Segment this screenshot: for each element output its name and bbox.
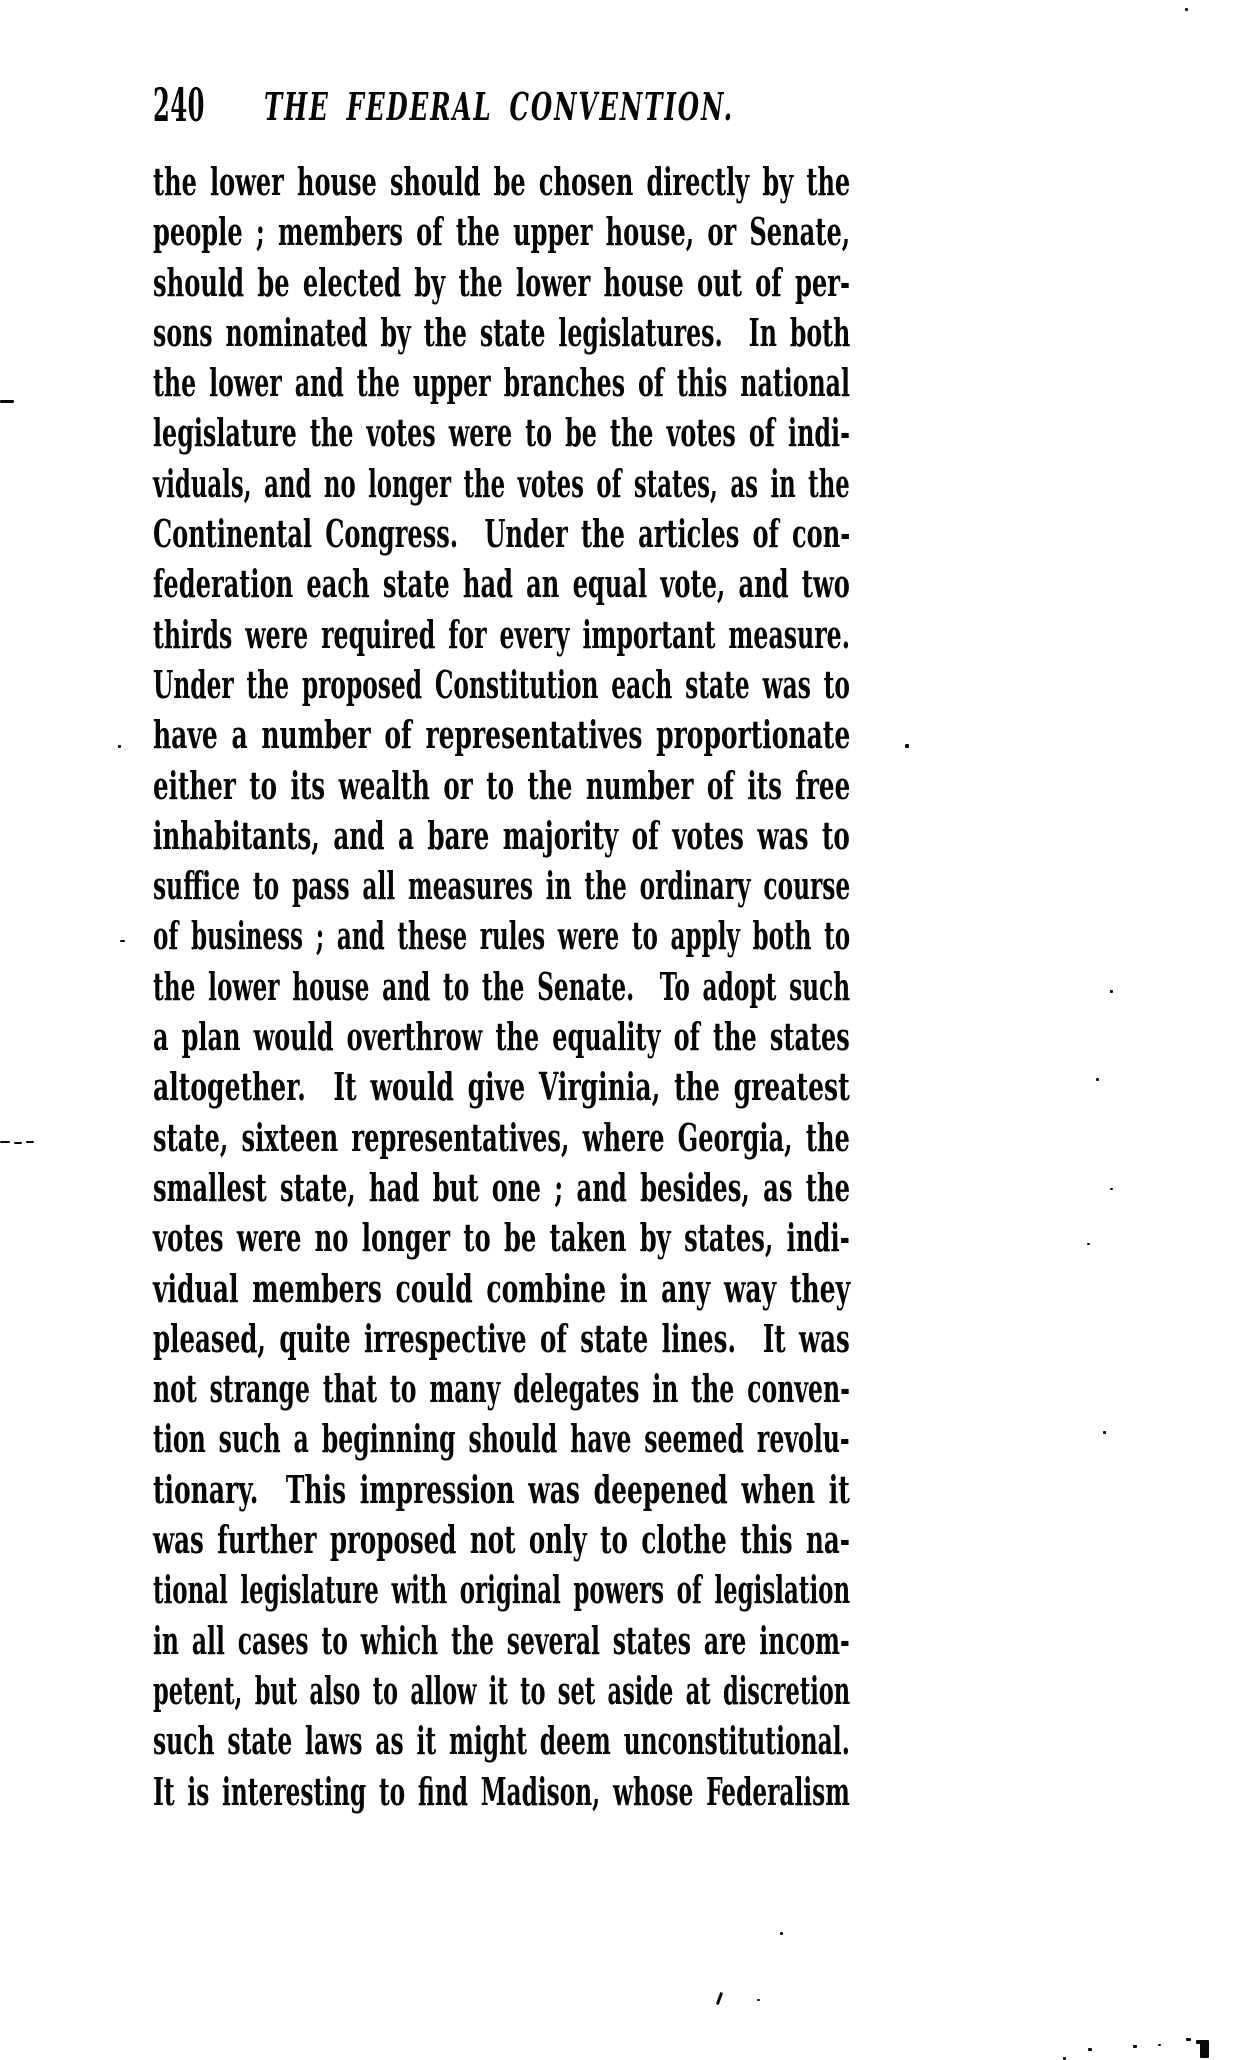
page-number: 240 [153, 78, 206, 132]
body-line [153, 1515, 850, 1565]
scan-speck [1110, 990, 1113, 993]
body-line [153, 1666, 850, 1716]
page-title: THE FEDERAL CONVENTION. [264, 84, 735, 129]
body-line-text: was further proposed not only to clothe this na- [153, 1517, 850, 1563]
body-line [153, 911, 850, 961]
body-line [153, 1767, 850, 1817]
body-line [153, 1565, 850, 1615]
body-line [153, 1716, 850, 1766]
body-line-text: the lower house and to the Senate. To adopt such [153, 963, 851, 1009]
body-line-text: sons nominated by the state legislatures. In both [153, 309, 851, 355]
body-line [153, 1465, 850, 1515]
body-line [153, 509, 850, 559]
scan-slash [716, 1992, 723, 2005]
body-line-text: of business ; and these rules were to apply both to [153, 913, 851, 959]
body-line-text: federation each state had an equal vote, and two [153, 561, 850, 607]
body-line [153, 1364, 850, 1414]
body-line-text: have a number of representatives proportionate [153, 712, 851, 758]
scan-speck [14, 1142, 22, 1144]
body-line-text: tionary. This impression was deepened when it [153, 1466, 850, 1512]
body-line [153, 207, 850, 257]
body-line-text: pleased, quite irrespective of state lines. It was [153, 1315, 850, 1361]
body-line-text: a plan would overthrow the equality of the states [153, 1014, 850, 1060]
body-line [153, 761, 850, 811]
scan-speck [1185, 8, 1188, 11]
body-line-text: altogether. It would give Virginia, the greatest [153, 1064, 850, 1110]
body-line-text: the lower and the upper branches of this national [153, 360, 850, 406]
body-line [153, 1163, 850, 1213]
body-line [153, 1616, 850, 1666]
body-line [153, 1264, 850, 1314]
body-line [153, 1062, 850, 1112]
body-line [153, 358, 850, 408]
scan-speck [118, 745, 121, 748]
body-line-text: viduals, and no longer the votes of states, as in the [153, 460, 850, 506]
scan-speck [1110, 1188, 1113, 1190]
body-line [153, 408, 850, 458]
body-line-text: It is interesting to find Madison, whose Federalism [153, 1768, 850, 1814]
scan-speck [1096, 1078, 1099, 1081]
body-line [153, 308, 850, 358]
scan-speck [1133, 2045, 1137, 2048]
body-line-text: thirds were required for every important measure. [153, 611, 850, 657]
body-line [153, 459, 850, 509]
body-line [153, 610, 850, 660]
scan-speck [780, 1932, 783, 1935]
body-line [153, 1314, 850, 1364]
body-line [153, 811, 850, 861]
body-line [153, 1012, 850, 1062]
body-line [153, 1113, 850, 1163]
scan-speck [1103, 1431, 1106, 1434]
scan-speck [1088, 2048, 1092, 2051]
body-line-text: tional legislature with original powers of legislation [153, 1567, 851, 1613]
body-line-text: such state laws as it might deem unconstitutional. [153, 1718, 850, 1764]
body-line-text: vidual members could combine in any way they [153, 1265, 851, 1311]
body-line-text: petent, but also to allow it to set aside at discretion [153, 1667, 851, 1713]
body-line-text: state, sixteen representatives, where Georgia, the [153, 1114, 850, 1160]
body-line-text: Under the proposed Constitution each state was to [153, 661, 850, 707]
scan-speck [1087, 1243, 1090, 1245]
body-line-text: legislature the votes were to be the votes of indi- [153, 410, 850, 456]
body-line [153, 1213, 850, 1263]
body-line-text: not strange that to many delegates in the conven- [153, 1366, 850, 1412]
page-edge-mark [1196, 2040, 1201, 2044]
body-line [153, 157, 850, 207]
scan-speck [1158, 2044, 1161, 2046]
body-line-text: in all cases to which the several states are incom- [153, 1617, 850, 1663]
body-line-text: either to its wealth or to the number of its free [153, 762, 851, 808]
scan-speck [0, 400, 14, 403]
body-line [153, 258, 850, 308]
body-line-text: suffice to pass all measures in the ordinary course [153, 863, 851, 909]
scan-speck [905, 744, 909, 748]
body-line-text: tion such a beginning should have seemed revolu- [153, 1416, 850, 1462]
body-line-text: the lower house should be chosen directly by the [153, 159, 851, 204]
body-line-text: people ; members of the upper house, or Senate, [153, 209, 851, 255]
scan-speck [26, 1141, 34, 1143]
scan-speck [120, 940, 125, 942]
body-line [153, 660, 850, 710]
body-line [153, 710, 850, 760]
scan-speck [1186, 2038, 1191, 2041]
body-line-text: smallest state, had but one ; and besides, as the [153, 1164, 851, 1210]
scan-speck [757, 1999, 760, 2001]
body-line [153, 1414, 850, 1464]
page-body [153, 157, 850, 1817]
body-line [153, 559, 850, 609]
body-line [153, 861, 850, 911]
body-line-text: should be elected by the lower house out of per- [153, 259, 851, 305]
body-line-text: votes were no longer to be taken by states, indi- [153, 1215, 850, 1261]
body-line-text: Continental Congress. Under the articles of con- [153, 511, 851, 557]
scan-speck [0, 1141, 10, 1143]
body-line-text: inhabitants, and a bare majority of votes was to [153, 812, 850, 858]
body-line [153, 962, 850, 1012]
page-edge-mark [1200, 2040, 1209, 2058]
